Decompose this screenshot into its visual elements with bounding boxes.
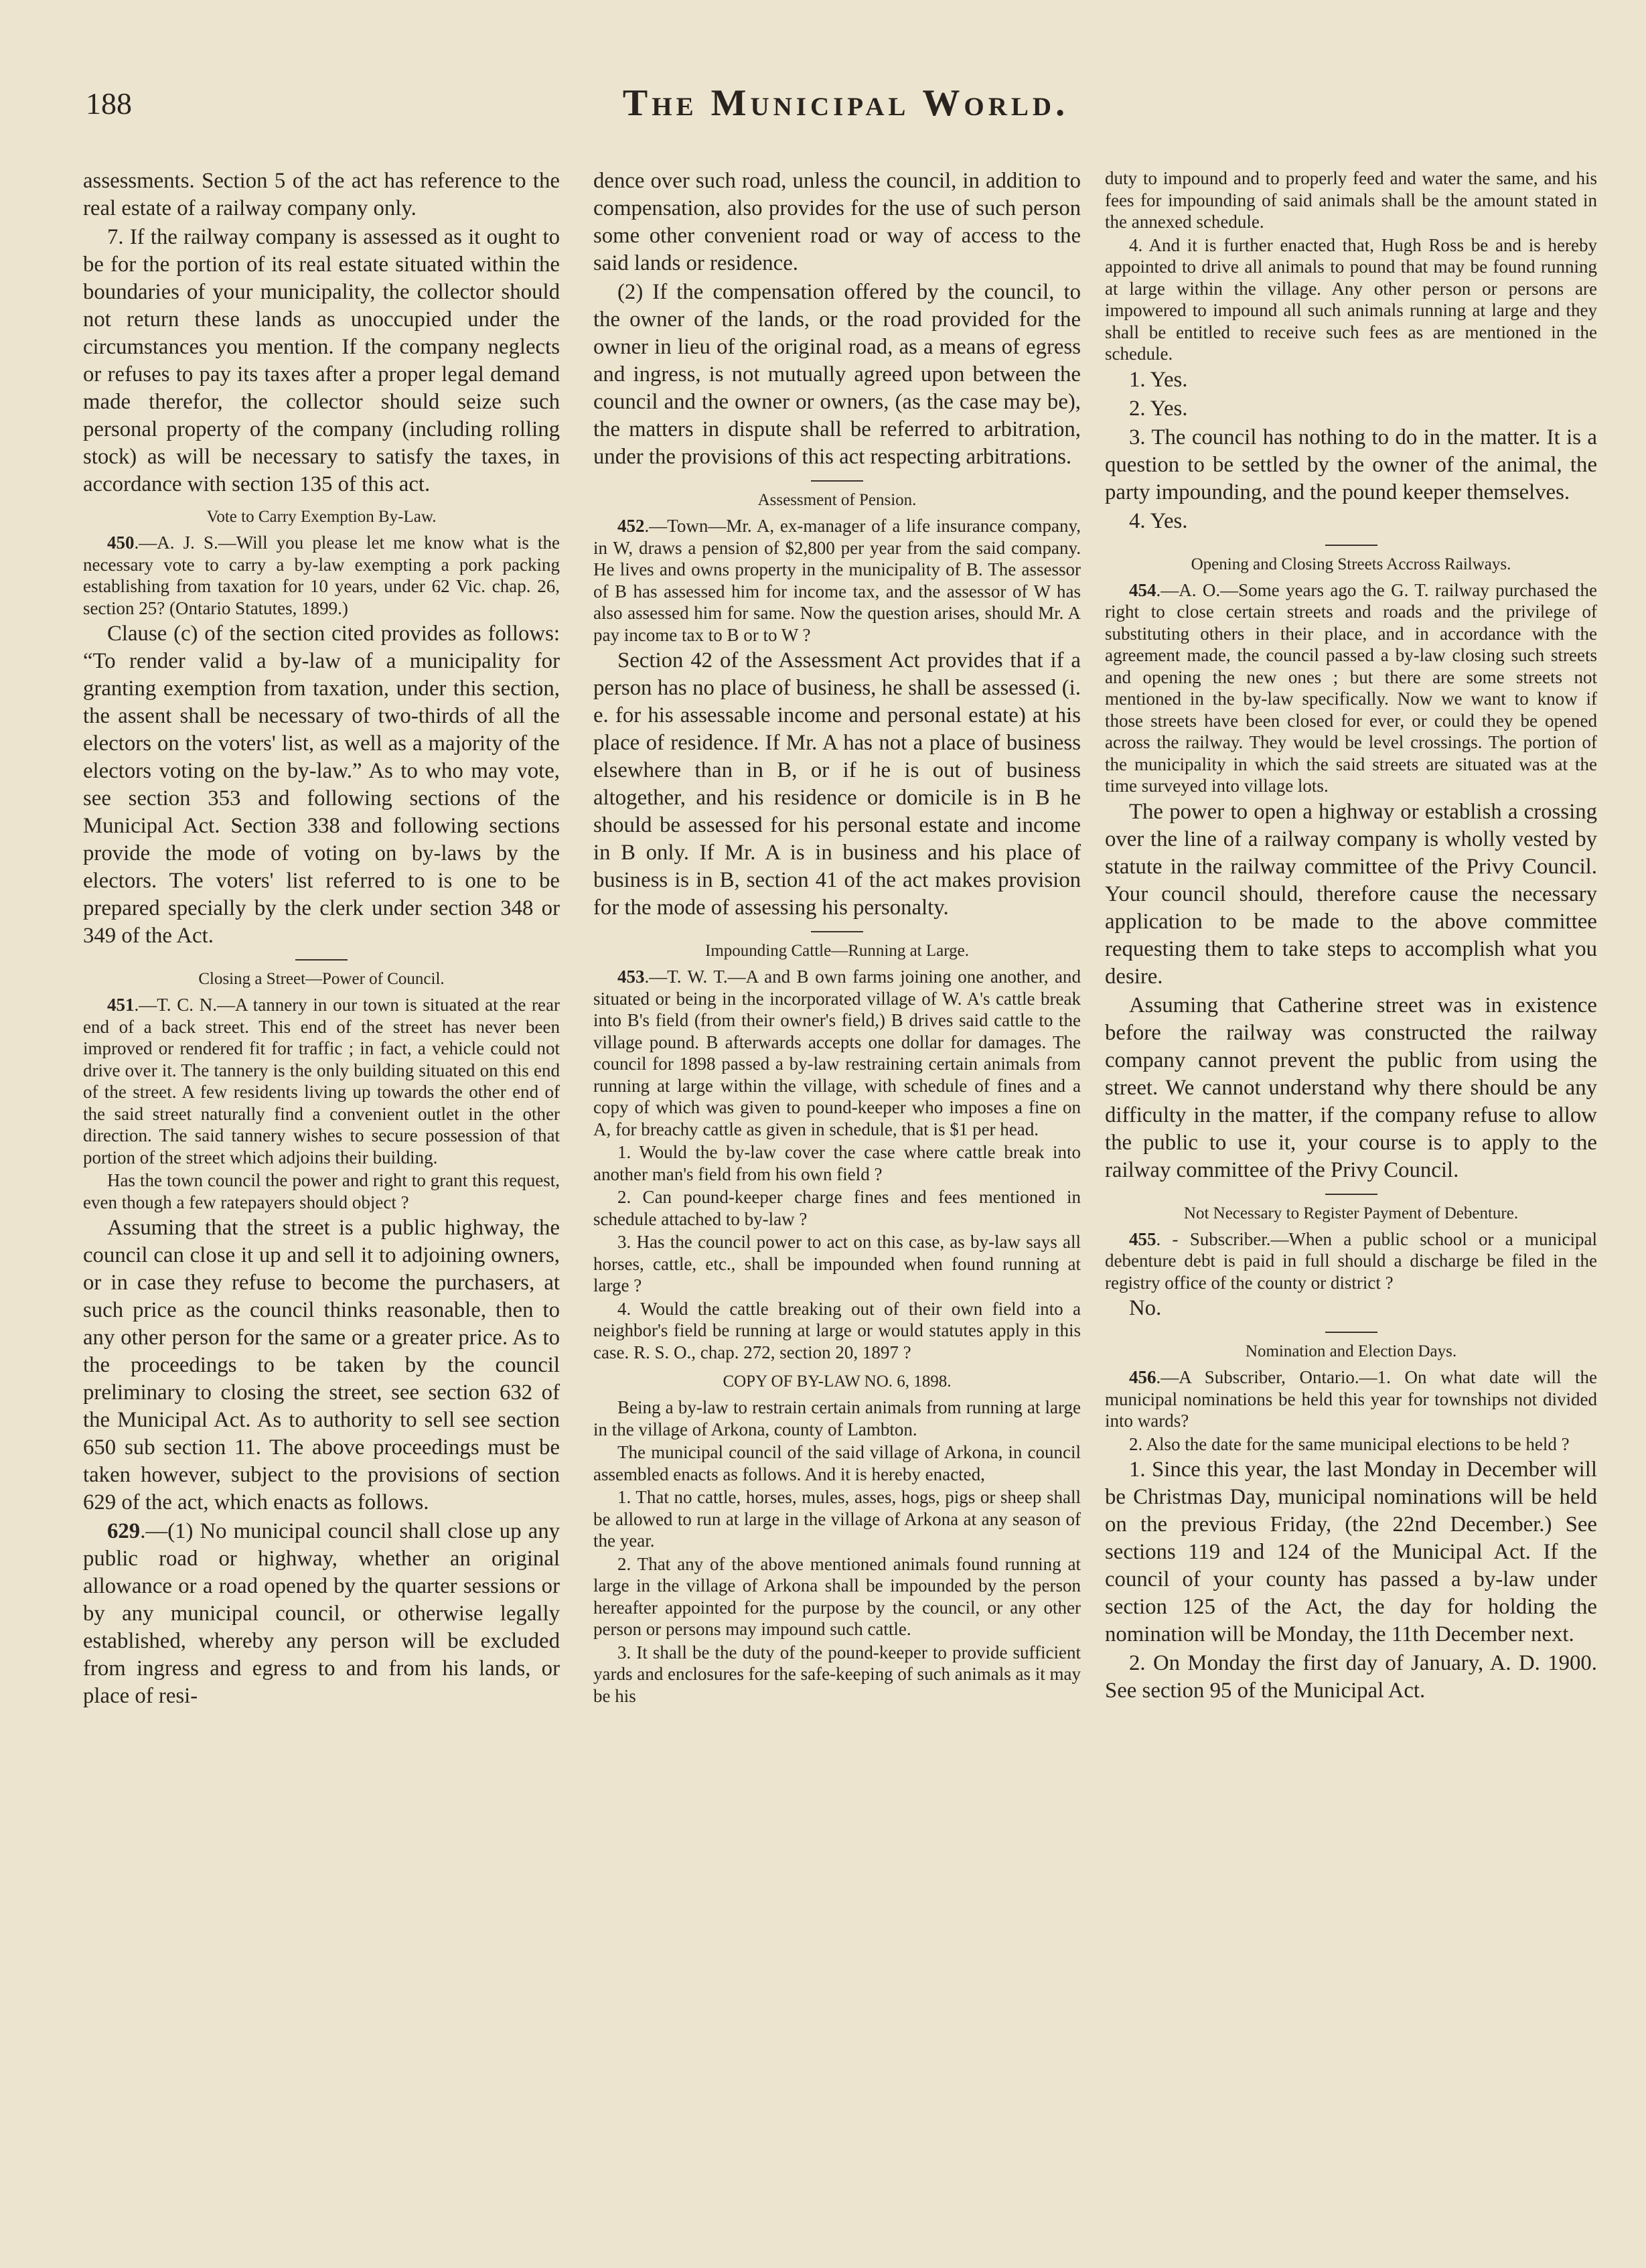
question-number: 629 <box>107 1519 141 1543</box>
paragraph-text: No. <box>1129 1296 1162 1320</box>
question-number: 455 <box>1129 1228 1156 1249</box>
paragraph-text: 1. That no cattle, horses, mules, asses, hogs, pigs or sheep shall be allowed to run at large in the village of Arkona at any season of the year. <box>593 1487 1081 1551</box>
question-paragraph <box>593 515 1081 646</box>
question-paragraph <box>1105 1228 1597 1294</box>
section-headline: Assessment of Pension. <box>757 491 917 509</box>
body-paragraph <box>83 167 560 222</box>
paragraph-text: Section 42 of the Assessment Act provides that if a person has no place of business, he shall be assessed (i. e. for his assessable income and personal estate) at his place of residence. If Mr. A has not a place of business elsewhere than in B, or if he is out of business altogether, and his residence or domicile is in B he should be assessed for his personal estate and income in B only. If Mr. A is in business and his place of business is in B, section 41 of the act makes provision for the mode of assessing his personalty. <box>593 648 1081 920</box>
paragraph-text: 4. Would the cattle breaking out of their own field into a neighbor's field be running at large or would statutes apply in this case. R. S. O., chap. 272, section 20, 1897 ? <box>593 1298 1081 1362</box>
paragraph-text: 7. If the railway company is assessed as it ought to be for the portion of its real estate situated within the boundaries of your municipality, the collector should not return these lands as unoccupied under the circumstances you mention. If the company neglects or refuses to pay its taxes after a proper legal demand made therefor, the collector should seize such personal property of the company (including rolling stock) as will be necessary to satisfy the taxes, in accordance with section 135 of this act. <box>83 225 560 496</box>
body-paragraph <box>593 1141 1081 1185</box>
body-paragraph <box>593 647 1081 922</box>
paragraph-text: dence over such road, unless the council, in addition to compensation, also provides for the use of such person some other convenient road or way of access to the said lands or residence. <box>593 169 1081 275</box>
question-number: 456 <box>1129 1367 1156 1387</box>
text-column-2 <box>593 167 1081 1708</box>
paragraph-text: 1. Since this year, the last Monday in December will be Christmas Day, municipal nominations will be held on the previous Friday, (the 22nd December.) See sections 119 and 124 of the Municipal Act. If the council of your county has passed a by-law under section 125 of the Act, the day for holding the nomination will be Monday, the 11th December next. <box>1105 1458 1597 1646</box>
paragraph-text: Being a by-law to restrain certain animals from running at large in the village of Arkona, county of Lambton. <box>593 1397 1081 1439</box>
section-headline: Opening and Closing Streets Accross Railways. <box>1191 555 1511 573</box>
body-paragraph <box>1105 1650 1597 1705</box>
question-number: 453 <box>617 967 645 987</box>
body-paragraph <box>1105 1295 1597 1322</box>
masthead-title: The Municipal World. <box>622 82 1069 124</box>
paragraph-text: 2. Also the date for the same municipal elections to be held ? <box>1129 1433 1570 1454</box>
section-divider <box>811 480 863 482</box>
paragraph-text: 3. Has the council power to act on this case, as by-law says all horses, cattle, etc., shall be impounded when found running at large ? <box>593 1232 1081 1295</box>
paragraph-text: 3. It shall be the duty of the pound-keeper to provide sufficient yards and enclosures for the safe-keeping of such animals as it may be his <box>593 1642 1081 1706</box>
section-divider <box>1325 545 1377 546</box>
paragraph-text: 1. Yes. <box>1129 367 1188 392</box>
body-paragraph <box>83 1214 560 1516</box>
section-headline: Closing a Street—Power of Council. <box>198 970 445 988</box>
body-paragraph <box>83 224 560 498</box>
paragraph-text: 4. And it is further enacted that, Hugh Ross be and is hereby appointed to drive all animals to pound that may be found running at large within the village. Any other person or persons are impowered to impound all such animals running at large and they shall be entitled to receive such fees as are mentioned in the schedule. <box>1105 234 1597 364</box>
section-headline: Not Necessary to Register Payment of Debenture. <box>1183 1204 1519 1222</box>
question-paragraph <box>83 994 560 1168</box>
body-paragraph <box>1105 234 1597 365</box>
paragraph-text: 2. That any of the above mentioned animals found running at large in the village of Arkona shall be impounded by the person hereafter appointed for the purpose by the council, or any other person or persons may impound such cattle. <box>593 1553 1081 1639</box>
section-headline: Impounding Cattle—Running at Large. <box>705 942 969 960</box>
body-paragraph <box>593 1231 1081 1297</box>
body-paragraph <box>1105 992 1597 1184</box>
paragraph-text: Assuming that the street is a public highway, the council can close it up and sell it to adjoining owners, or in case they refuse to become the purchasers, at such price as the council thinks reasonable, then to any other person for the same or a greater price. As to the proceedings to be taken by the council preliminary to closing the street, see section 632 of the Municipal Act. As to authority to sell see section 650 sub section 11. The above proceedings must be taken however, subject to the provisions of section 629 of the act, which enacts as follows. <box>83 1216 560 1514</box>
paragraph-text: .—A. J. S.—Will you please let me know what is the necessary vote to carry a by-law exempting a pork packing establishing from taxation for 10 years, under 62 Vic. chap. 26, section 25? (Ontario Statutes, 1899.) <box>83 533 560 618</box>
body-paragraph <box>1105 508 1597 535</box>
section-divider <box>295 959 348 961</box>
question-paragraph <box>83 532 560 619</box>
body-paragraph <box>593 1553 1081 1640</box>
paragraph-text: .—A Subscriber, Ontario.—1. On what date will the municipal nominations be held this year for townships not divided into wards? <box>1105 1367 1597 1431</box>
paragraph-text: The power to open a highway or establish a crossing over the line of a railway company is wholly vested by statute in the railway committee of the Privy Council. Your council should, therefore cause the necessary application to be made to the above committee requesting them to take steps to accomplish what you desire. <box>1105 799 1597 989</box>
paragraph-text: Has the town council the power and right to grant this request, even though a few ratepayers should object ? <box>83 1170 560 1212</box>
question-paragraph <box>83 1518 560 1710</box>
section-divider <box>1325 1194 1377 1195</box>
question-number: 451 <box>107 995 135 1015</box>
body-paragraph <box>1105 424 1597 506</box>
section-headline: Nomination and Election Days. <box>1245 1342 1457 1360</box>
body-paragraph <box>593 1486 1081 1552</box>
question-number: 454 <box>1129 579 1156 600</box>
paragraph-text: duty to impound and to properly feed and water the same, and his fees for impounding of said animals shall be the amount stated in the annexed schedule. <box>1105 168 1597 232</box>
section-headline: COPY OF BY-LAW NO. 6, 1898. <box>723 1372 952 1391</box>
paragraph-text: 2. Can pound-keeper charge fines and fees mentioned in schedule attached to by-law ? <box>593 1187 1081 1229</box>
body-paragraph <box>593 1397 1081 1440</box>
body-paragraph <box>1105 1433 1597 1456</box>
question-number: 452 <box>617 516 645 536</box>
body-paragraph <box>593 279 1081 471</box>
section-headline: Vote to Carry Exemption By-Law. <box>206 508 437 526</box>
question-paragraph <box>1105 579 1597 797</box>
paragraph-text: .—A. O.—Some years ago the G. T. railway purchased the right to close certain streets and roads and the privilege of substituting others in their place, and in accordance with the agreement made, the council passed a by-law closing such streets and opening the new ones ; but there are some streets not mentioned in the by-law specifically. Now we want to know if those streets have been closed for ever, or could they be opened across the railway. They would be level crossings. The portion of the municipality in which the said streets are situated was at the time surveyed into village lots. <box>1105 579 1597 796</box>
question-paragraph <box>593 966 1081 1140</box>
page-header <box>86 82 1606 139</box>
paragraph-text: assessments. Section 5 of the act has reference to the real estate of a railway company only. <box>83 169 560 220</box>
question-number: 450 <box>107 533 135 553</box>
body-paragraph <box>1105 1456 1597 1648</box>
text-column-1 <box>83 167 560 1711</box>
body-paragraph <box>1105 167 1597 233</box>
paragraph-text: 2. Yes. <box>1129 396 1188 421</box>
paragraph-text: .—T. W. T.—A and B own farms joining one another, and situated or being in the incorporated village of W. A's cattle break into B's field (from their owner's field,) B drives said cattle to the village pound. B afterwards accepts one dollar for damages. The council for 1898 passed a by-law restraining certain animals from running at large within the village, with schedule of fines and a copy of which was given to pound-keeper who imposes a fine on A, for breachy cattle as given in schedule, that is $1 per head. <box>593 967 1081 1139</box>
body-paragraph <box>593 1642 1081 1707</box>
section-divider <box>811 931 863 932</box>
page-number: 188 <box>86 86 132 121</box>
body-paragraph <box>1105 395 1597 423</box>
paragraph-text: .—(1) No municipal council shall close up any public road or highway, whether an original allowance or a road opened by the quarter sessions or by any municipal council, or otherwise legally established, whereby any person will be excluded from ingress and egress to and from his lands, or place of resi- <box>83 1519 560 1708</box>
section-divider <box>1325 1332 1377 1333</box>
body-paragraph <box>593 167 1081 277</box>
paragraph-text: . - Subscriber.—When a public school or a municipal debenture debt is paid in full should a discharge be filed in the registry office of the county or district ? <box>1105 1228 1597 1293</box>
paragraph-text: 3. The council has nothing to do in the matter. It is a question to be settled by the owner of the animal, the party impounding, and the pound keeper themselves. <box>1105 425 1597 504</box>
body-paragraph <box>1105 798 1597 991</box>
body-paragraph <box>593 1441 1081 1485</box>
body-paragraph <box>83 620 560 950</box>
paragraph-text: 4. Yes. <box>1129 508 1188 533</box>
body-paragraph <box>1105 366 1597 394</box>
body-paragraph <box>593 1186 1081 1230</box>
paragraph-text: (2) If the compensation offered by the council, to the owner of the lands, or the road provided for the owner in lieu of the original road, as a means of egress and ingress, is not mutually agreed upon between the council and the owner or owners, (as the case may be), the matters in dispute shall be referred to arbitration, under the provisions of this act respecting arbitrations. <box>593 280 1081 469</box>
paragraph-text: .—T. C. N.—A tannery in our town is situated at the rear end of a back street. This end of the street has never been improved or rendered fit for traffic ; in fact, a vehicle could not drive over it. The tannery is the only building situated on this end of the street. A few residents living up towards the other end of the said street naturally find a convenient outlet in the other direction. The said tannery wishes to secure possession of that portion of the street which adjoins their building. <box>83 995 560 1167</box>
paragraph-text: .—Town—Mr. A, ex-manager of a life insurance company, in W, draws a pension of $2,800 per year from the said company. He lives and owns property in the municipality of B. The assessor of B has assessed him for income tax, and the assessor of W has also assessed him for same. Now the question arises, should Mr. A pay income tax to B or to W ? <box>593 516 1081 645</box>
paragraph-text: 1. Would the by-law cover the case where cattle break into another man's field from his own field ? <box>593 1142 1081 1184</box>
paragraph-text: 2. On Monday the first day of January, A. D. 1900. See section 95 of the Municipal Act. <box>1105 1651 1597 1703</box>
paragraph-text: Assuming that Catherine street was in existence before the railway was constructed the railway company cannot prevent the public from using the street. We cannot understand why there should be any difficulty in the matter, if the company refuse to allow the public to use it, your course is to apply to the railway committee of the Privy Council. <box>1105 993 1597 1182</box>
paragraph-text: Clause (c) of the section cited provides as follows: “To render valid a by-law of a municipality for granting exemption from taxation, under this section, the assent shall be necessary of two-thirds of all the electors on the voters' list, as well as a majority of the electors voting on the by-law.” As to who may vote, see section 353 and following sections of the Municipal Act. Section 338 and following sections provide the mode of voting on by-laws by the electors. The voters' list referred to is one to be prepared specially by the clerk under section 348 or 349 of the Act. <box>83 622 560 948</box>
body-paragraph <box>593 1298 1081 1364</box>
question-paragraph <box>1105 1366 1597 1432</box>
paragraph-text: The municipal council of the said village of Arkona, in council assembled enacts as follows. And it is hereby enacted, <box>593 1442 1081 1484</box>
body-paragraph <box>83 1170 560 1213</box>
text-column-3 <box>1105 167 1597 1706</box>
